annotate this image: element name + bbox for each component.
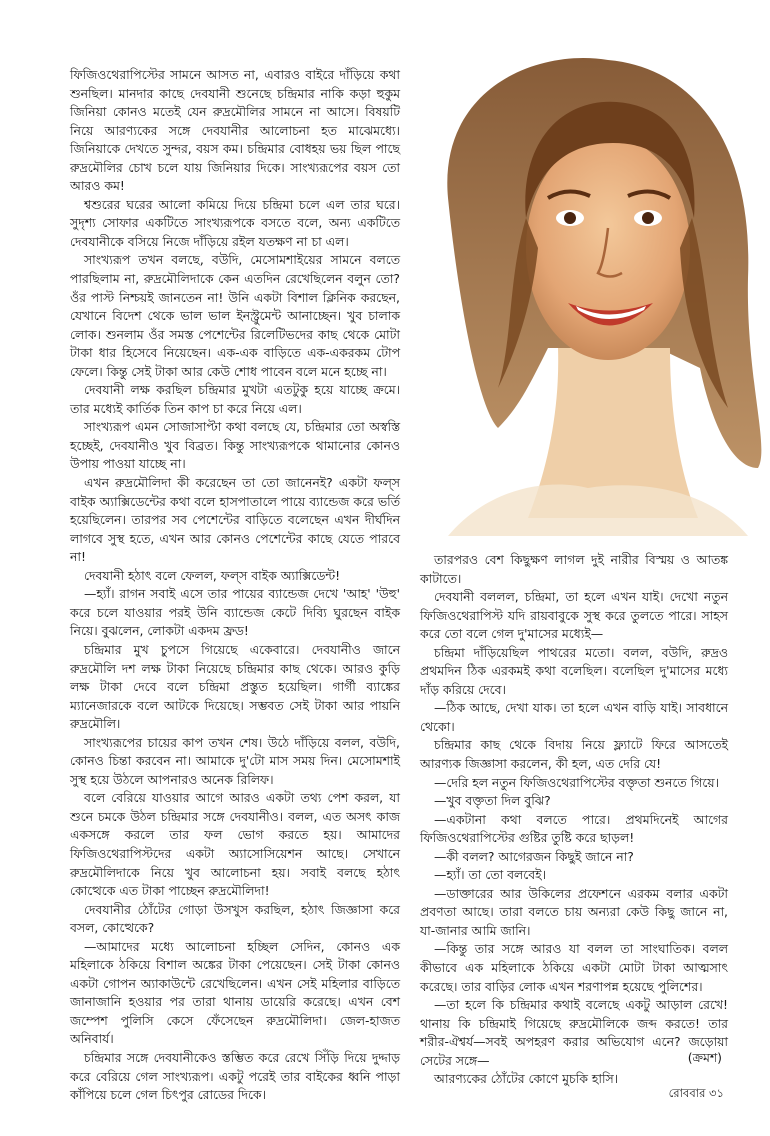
paragraph: সাংখ্যরূপ তখন বলছে, বউদি, মেসোমশাইয়ের সামনে বলতে পারছিলাম না, রুদ্রমৌলিদাকে কেন এতদিন রেখেছিলেন বলুন তো? ওঁর পাস্ট নিশ্চয়ই জানতেন না! উনি একটা বিশাল ক্লিনিক করছেন, যেখানে বিদেশ থেকে ভাল ভাল ইনস্ট্রুমেন্ট আনাচ্ছেন। খুব চালাক লোক। শুনলাম ওঁর সমস্ত পেশেন্টের রিলেটিভদের কাছ থেকে মোটা টাকা ধার হিসেবে নিয়েছেন। এক-এক বাড়িতে এক-একরকম টোপ ফেলে। কিন্তু সেই টাকা আর কেউ শোধ পাবেন বলে মনে হচ্ছে না। bbox=[70, 252, 400, 379]
paragraph: সাংখ্যরূপের চায়ের কাপ তখন শেষ। উঠে দাঁড়িয়ে বলল, বউদি, কোনও চিন্তা করবেন না। আমাকে দু'টো মাস সময় দিন। মেসোমশাই সুস্থ হয়ে উঠলে আপনারও অনেক রিলিফ। bbox=[70, 734, 400, 787]
article-column-right bbox=[420, 551, 728, 1089]
paragraph: —একটানা কথা বলতে পারে। প্রথমদিনেই আগের ফিজিওথেরাপিস্টের গুষ্টির তুষ্টি করে ছাড়ল! bbox=[420, 811, 728, 846]
paragraph: —হ্যাঁ। তা তো বলবেই। bbox=[434, 867, 547, 883]
paragraph: চন্দ্রিমার মুখ চুপসে গিয়েছে একেবারে। দেবযানীও জানে রুদ্রমৌলি দশ লক্ষ টাকা নিয়েছে চন্দ্রিমার কাছ থেকে। আরও কুড়ি লক্ষ টাকা দেবে বলে চন্দ্রিমা প্রস্তুত হয়েছিল। গার্গী ব্যাঙ্কের ম্যানেজারকে বলে আটকে দিয়েছে। সম্ভবত সেই টাকা আর পায়নি রুদ্রমৌলি। bbox=[70, 641, 400, 732]
shoulders bbox=[448, 484, 748, 536]
paragraph: —কী বলল? আগেরজন কিছুই জানে না? bbox=[434, 848, 634, 864]
paragraph: —তা হলে কি চন্দ্রিমার কথাই বলেছে একটু আড়াল রেখে! থানায় কি চন্দ্রিমাই গিয়েছে রুদ্রমৌলিকে জব্দ করতে! তার শরীর-ঐশ্বর্য—সবই অপহরণ করার অভিযোগ এনে? জড়োয়া সেটের সঙ্গে— bbox=[420, 997, 728, 1068]
article-column-left bbox=[70, 66, 400, 1105]
paragraph: ফিজিওথেরাপিস্টের সামনে আসত না, এবারও বাইরে দাঁড়িয়ে কথা শুনছিল। মানদার কাছে দেবযানী শুনেছে চন্দ্রিমার নাকি কড়া হুকুম জিনিয়া কোনও মতেই যেন রুদ্রমৌলির সামনে না আসে। বিষয়টি নিয়ে আরণ্যকের সঙ্গে দেবযানীর আলোচনা হত মাঝেমধ্যে। জিনিয়াকে দেখতে সুন্দর, বয়স কম। চন্দ্রিমার বোধহয় ভয় ছিল পাছে রুদ্রমৌলির চোখ চলে যায় জিনিয়ার দিকে। সাংখ্যরূপের বয়স তো আরও কম! bbox=[70, 67, 400, 194]
paragraph: বলে বেরিয়ে যাওয়ার আগে আরও একটা তথ্য পেশ করল, যা শুনে চমকে উঠল চন্দ্রিমার সঙ্গে দেবযানীও। বলল, এত অসৎ কাজ একসঙ্গে করলে তার ফল ভোগ করতে হয়। আমাদের ফিজিওথেরাপিস্টদের একটা অ্যাসোসিয়েশন আছে। সেখানে রুদ্রমৌলিদাকে নিয়ে খুব আলোচনা হয়। সবাই বলছে হঠাৎ কোত্থেকে এত টাকা পাচ্ছেন রুদ্রমৌলিদা! bbox=[70, 790, 400, 899]
face bbox=[526, 136, 690, 360]
paragraph: চন্দ্রিমার সঙ্গে দেবযানীকেও স্তম্ভিত করে রেখে সিঁড়ি দিয়ে দুদ্দাড় করে বেরিয়ে গেল সাংখ্যরূপ। একটু পরেই তার বাইকের ধ্বনি পাড়া কাঁপিয়ে চলে গেল চিৎপুর রোডের দিকে। bbox=[70, 1049, 400, 1103]
page-footer: রোববার ৩১ bbox=[668, 1086, 724, 1100]
paragraph: দেবযানী হঠাৎ বলে ফেলল, ফল্স বাইক অ্যাক্সিডেন্ট! bbox=[84, 567, 341, 583]
paragraph: —হ্যাঁ। রাগন সবাই এসে তার পায়ের ব্যান্ডেজ দেখে 'আহ' 'উহু' করে চলে যাওয়ার পরই উনি ব্যান্ডেজ কেটে দিব্যি ঘুরছেন বাইক নিয়ে। বুঝলেন, লোকটা একদম ফ্রড! bbox=[70, 586, 400, 639]
paragraph: চন্দ্রিমা দাঁড়িয়েছিল পাথরের মতো। বলল, বউদি, রুদ্রও প্রথমদিন ঠিক এরকমই কথা বলেছিল। বলেছিল দু'মাসের মধ্যে দাঁড় করিয়ে দেবে। bbox=[420, 644, 728, 697]
continued-marker: (ক্রমশ) bbox=[687, 1050, 722, 1065]
paragraph: চন্দ্রিমার কাছ থেকে বিদায় নিয়ে ফ্ল্যাটে ফিরে আসতেই আরণ্যক জিজ্ঞাসা করলেন, কী হল, এত দেরি যে! bbox=[420, 737, 728, 772]
paragraph: তারপরও বেশ কিছুক্ষণ লাগল দুই নারীর বিস্ময় ও আতঙ্ক কাটাতে। bbox=[420, 552, 728, 586]
paragraph: —খুব বক্তৃতা দিল বুঝি? bbox=[434, 793, 551, 809]
paragraph: —ঠিক আছে, দেখা যাক। তা হলে এখন বাড়ি যাই। সাবধানে থেকো। bbox=[420, 700, 728, 734]
portrait-illustration bbox=[408, 48, 770, 536]
paragraph: এখন রুদ্রমৌলিদা কী করেছেন তা তো জানেনই? একটা ফল্স বাইক অ্যাক্সিডেন্টের কথা বলে হাসপাতালে পায়ে ব্যান্ডেজ করে ভর্তি হয়েছিলেন। তারপর সব পেশেন্টের বাড়িতে বলেছেন এখন দীর্ঘদিন লাগবে সুস্থ হতে, এখন আর কোনও পেশেন্টের কাছে যেতে পারবে না! bbox=[70, 475, 400, 565]
paragraph: —ডাক্তারের আর উকিলের প্রফেশনে এরকম বলার একটা প্রবণতা আছে। তারা বলতে চায় অন্যরা কেউ কিছু জানে না, যা-জানার আমি জানি। bbox=[420, 885, 728, 938]
paragraph: —কিন্তু তার সঙ্গে আরও যা বলল তা সাংঘাতিক। বলল কীভাবে এক মহিলাকে ঠকিয়ে একটা মোটা টাকা আত্মসাৎ করেছে। তার বাড়ির লোক এখন শরণাপন্ন হয়েছে পুলিশের। bbox=[420, 941, 728, 994]
paragraph: —দেরি হল নতুন ফিজিওথেরাপিস্টের বক্তৃতা শুনতে গিয়ে। bbox=[434, 774, 720, 790]
paragraph: সাংখ্যরূপ এমন সোজাসাপ্টা কথা বলছে যে, চন্দ্রিমার তো অস্বস্তি হচ্ছেই, দেবযানীও খুব বিব্রত। কিন্তু সাংখ্যরূপকে থামানোর কোনও উপায় পাওয়া যাচ্ছে না। bbox=[70, 419, 400, 472]
paragraph: —আমাদের মধ্যে আলোচনা হচ্ছিল সেদিন, কোনও এক মহিলাকে ঠকিয়ে বিশাল অঙ্কের টাকা পেয়েছেন। সেই টাকা কোনও একটা গোপন অ্যাকাউন্টে রেখেছিলেন। এখন সেই মহিলার বাড়িতে জানাজানি হওয়ার পর তারা থানায় ডায়েরি করেছে। এখন বেশ জম্পেশ পুলিসি কেসে ফেঁসেছেন রুদ্রমৌলিদা। জেল-হাজত অনিবার্য। bbox=[70, 938, 400, 1047]
paragraph: দেবযানী লক্ষ করছিল চন্দ্রিমার মুখটা এতটুকু হয়ে যাচ্ছে ক্রমে। তার মধ্যেই কার্তিক তিন কাপ চা করে নিয়ে এল। bbox=[70, 382, 400, 416]
paragraph: শ্বশুরের ঘরের আলো কমিয়ে দিয়ে চন্দ্রিমা চলে এল তার ঘরে। সুদৃশ্য সোফার একটিতে সাংখ্যরূপকে বসতে বলে, অন্য একটিতে দেবযানীকে বসিয়ে নিজে দাঁড়িয়ে রইল যতক্ষণ না চা এল। bbox=[70, 196, 400, 249]
paragraph: আরণ্যকের ঠোঁটের কোণে মুচকি হাসি। bbox=[434, 1071, 619, 1087]
paragraph: দেবযানী বললল, চন্দ্রিমা, তা হলে এখন যাই। দেখো নতুন ফিজিওথেরাপিস্ট যদি রায়বাবুকে সুস্থ করে তুলতে পারে। সাহস করে তো বলে গেল দু'মাসের মধ্যেই— bbox=[420, 589, 728, 642]
paragraph: দেবযানীর ঠোঁটের গোড়া উসখুস করছিল, হঠাৎ জিজ্ঞাসা করে বসল, কোত্থেকে? bbox=[70, 901, 400, 936]
